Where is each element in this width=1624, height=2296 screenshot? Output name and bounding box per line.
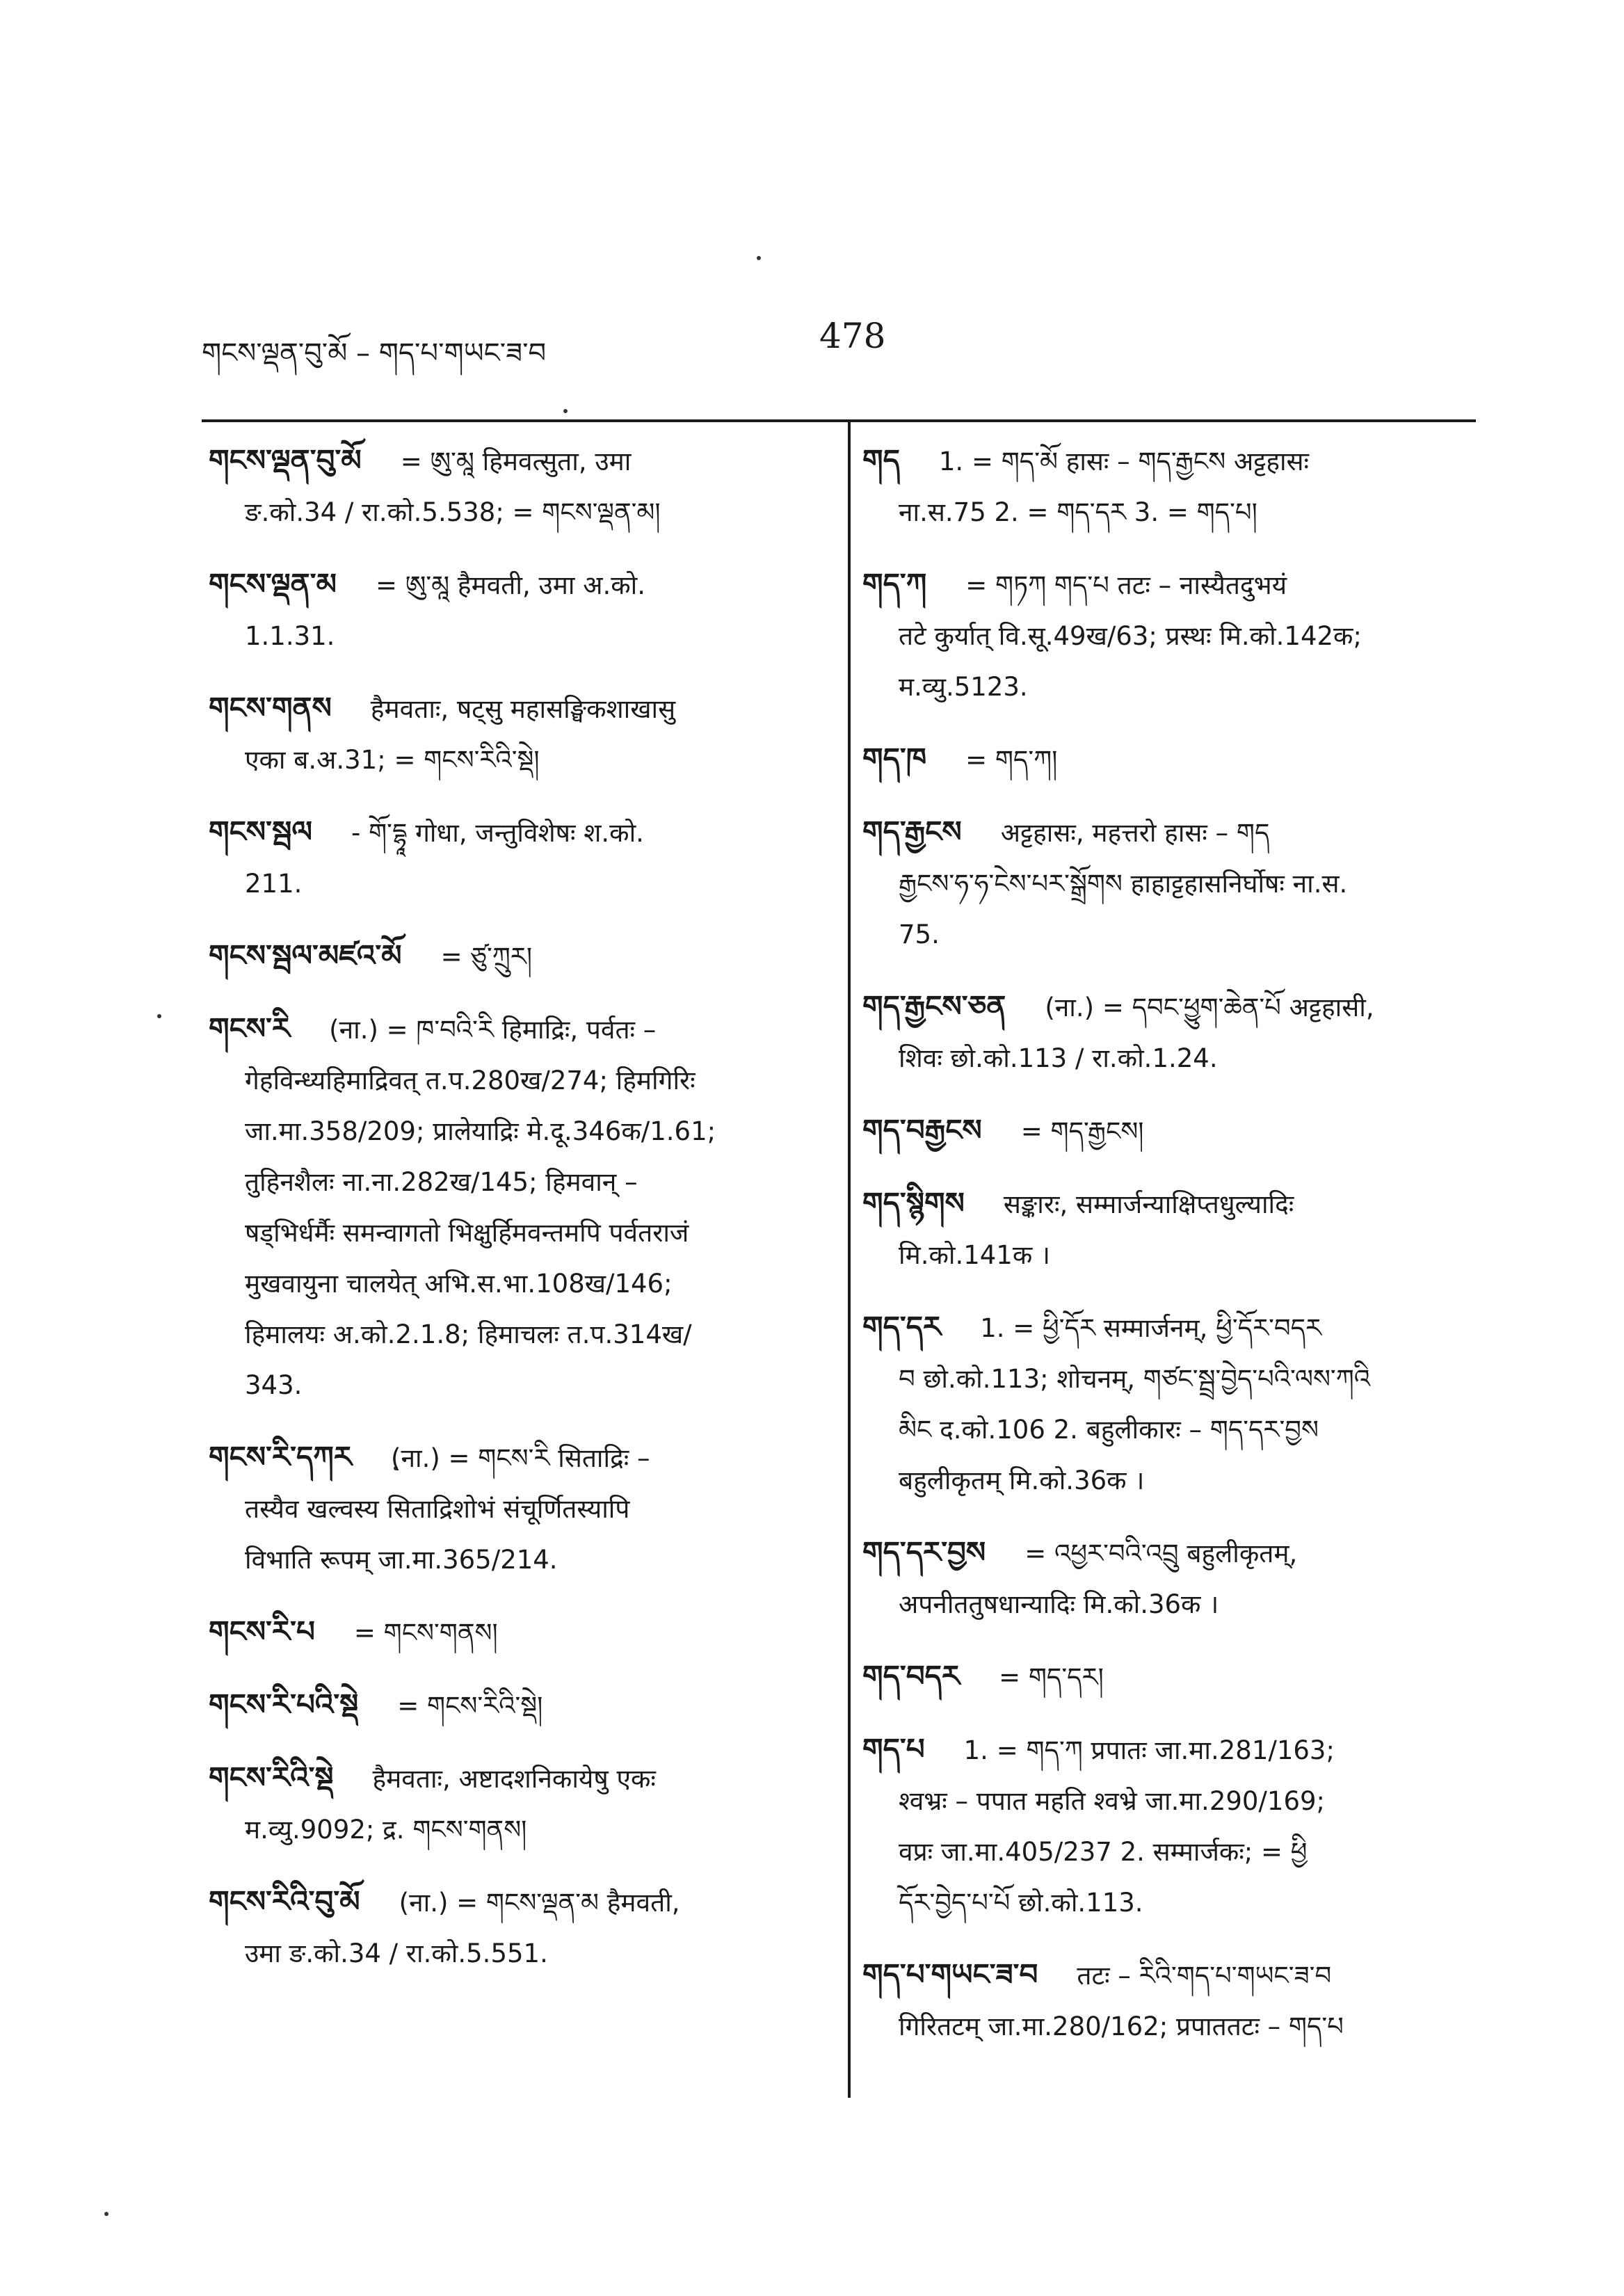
entry-text: तुहिनशैलः ना.ना.282ख/145; हिमवान् – [245,1167,638,1197]
entry-line [209,1157,821,1207]
entry-text: बहुलीकृतम् मि.को.36क । [899,1466,1145,1495]
entry-text: (ना.) = དབང་ཕྱུག་ཆེན་པོ अट्टहासी, [1045,993,1374,1022]
entry-text: शिवः छो.को.113 / रा.को.1.24. [899,1043,1218,1073]
entry-text: श्वभ्रः – पपात महति श्वभ्रे जा.मा.290/169; [899,1786,1325,1816]
entry-line [862,435,1474,487]
entry-text: मुखवायुना चालयेत् अभि.स.भा.108ख/146; [245,1269,673,1299]
dictionary-entry [862,733,1474,785]
headword: གངས་རི་པའི་སྡེ [209,1687,359,1721]
headword: གངས་རི [209,1011,291,1045]
entry-line [862,1404,1474,1455]
entry-text: བ छो.को.113; शोचनम्, གཙང་སྦྲ་བྱེད་པའི་ལས་ཀའི [899,1364,1371,1394]
entry-line [209,734,821,785]
speck [757,256,761,260]
entry-line [862,559,1474,611]
entry-line [862,1776,1474,1827]
entry-line [862,611,1474,661]
entry-line [209,1258,821,1309]
dictionary-entry [209,806,821,909]
entry-text: (ना.) = གངས་ལྡན་མ हैमवती, [399,1888,680,1918]
entry-line [209,1679,821,1731]
page-header [202,316,1468,370]
dictionary-entry [862,1949,1474,2052]
entry-line [862,1354,1474,1404]
dictionary-entry [862,1724,1474,1928]
dictionary-entry [862,1527,1474,1630]
entry-line [209,1309,821,1360]
entry-text: 1.1.31. [245,621,335,651]
entry-line [862,487,1474,538]
headword: གད་པ་གཡང་ཟ་བ [862,1957,1038,1991]
dictionary-entry [209,1679,821,1731]
entry-line [862,981,1474,1033]
entry-line [209,1003,821,1055]
entry-text: ङ.को.34 / रा.को.5.538; = གངས་ལྡན་མ། [245,497,661,527]
headword: གད་པ [862,1732,925,1766]
entry-line [209,806,821,858]
entry-line [862,1105,1474,1157]
entry-text: षड्भिर्धर्मैः समन्वागतो भिक्षुर्हिमवन्तमपि पर्वतराजं [245,1218,689,1248]
entry-text: उमा ङ.को.34 / रा.को.5.551. [245,1938,548,1968]
dictionary-entry [862,806,1474,960]
headword: གད་ཁ [862,741,927,776]
headword: གད་བརྒྱངས [862,1113,982,1147]
entry-line [862,806,1474,858]
entry-line [862,661,1474,712]
entry-text: 343. [245,1370,303,1400]
entry-text: = འཕྱར་བའི་འབྲུ बहुलीकृतम्, [1024,1539,1298,1568]
entry-line [862,1579,1474,1630]
headword: གད་རྒྱངས་ཅན [862,989,1006,1023]
entry-text: 211. [245,869,303,899]
dictionary-entry [209,930,821,982]
entry-text: हैमवताः, अष्टादशनिकायेषु एकः [372,1764,656,1794]
entry-text: - གོ་དྷཱ गोधा, जन्तुविशेषः श.को. [351,818,644,848]
entry-text: = གངས་གནས། [353,1618,498,1648]
entry-line [209,1360,821,1411]
entry-line [862,1827,1474,1877]
headword: གད་དར [862,1310,942,1344]
entry-line [862,1230,1474,1281]
entry-line [209,559,821,611]
entry-text: सङ्कारः, सम्मार्जन्याक्षिप्तधुल्यादिः [1003,1189,1294,1219]
entry-text: = ཨུ་མཱ हैमवती, उमा अ.को. [376,570,645,600]
entry-line [209,1928,821,1979]
entry-text: = ཨུ་མཱ हिमवत्सुता, उमा [400,447,632,476]
dictionary-entry [862,1178,1474,1281]
headword: གངས་ལྡན་མ [209,567,337,601]
entry-line [209,1106,821,1157]
entry-line [209,611,821,661]
entry-text: जा.मा.358/209; प्रालेयाद्रिः मे.दू.346क/1.61; [245,1116,716,1146]
entry-line [209,487,821,538]
entry-text: = གད་རྒྱངས། [1020,1116,1144,1146]
dictionary-entry [862,1651,1474,1703]
left-column [209,435,821,2000]
headword: གད་ཀ [862,567,927,601]
dictionary-entry [209,559,821,661]
speck [104,2212,108,2216]
headword: གངས་གནས [209,691,332,725]
entry-text: མིང द.को.106 2. बहुलीकारः – གད་དར་བྱས [899,1415,1319,1445]
entry-text: विभाति रूपम् जा.मा.365/214. [245,1545,558,1575]
entry-line [862,733,1474,785]
entry-line [209,1804,821,1855]
entry-text: 75. [899,920,940,949]
entry-line [209,1207,821,1258]
headword: གངས་རིའི་བུ་མོ [209,1884,360,1918]
dictionary-entry [862,559,1474,712]
dictionary-entry [209,1876,821,1979]
entry-line [862,1724,1474,1776]
entry-text: म.व्यु.5123. [899,672,1028,702]
dictionary-entry [862,981,1474,1084]
entry-text: = གད་ཀ། [965,745,1058,775]
entry-line [862,909,1474,960]
headword: གངས་སྦལ [209,814,312,849]
entry-text: अपनीततुषधान्यादिः मि.को.36क । [899,1589,1219,1619]
entry-text: गिरितटम् जा.मा.280/162; प्रपाततटः – གད་པ [899,2012,1344,2041]
headword: གངས་རིའི་སྡེ [209,1760,334,1795]
entry-text: = གཏཀ གད་པ तटः – नास्यैतदुभयं [965,570,1287,600]
speck [563,409,568,413]
entry-line [862,2001,1474,2052]
entry-line [862,1949,1474,2001]
entry-line [862,1301,1474,1354]
entry-text: = གད་དར། [999,1662,1104,1692]
entry-line [862,1651,1474,1703]
dictionary-entry [209,682,821,785]
entry-text: तस्यैव खल्वस्य सिताद्रिशोभं संचूर्णितस्यापि [245,1494,630,1524]
entry-line [209,1431,821,1484]
entry-line [862,1178,1474,1230]
dictionary-entry [862,435,1474,538]
headword: གད [862,443,900,477]
entry-text: 1. = ཕྱི་དོར सम्मार्जनम्, ཕྱི་དོར་བདར [980,1313,1322,1343]
entry-line [862,1527,1474,1579]
entry-text: (ना.) = གངས་རི सिताद्रिः – [391,1443,650,1473]
entry-line [209,1055,821,1106]
dictionary-entry [209,435,821,538]
entry-text: हैमवताः, षट्सु महासङ्घिकशाखासु [370,694,676,724]
entry-line [862,1033,1474,1084]
headword: གད་རྒྱངས [862,814,962,849]
dictionary-entry [209,1003,821,1411]
entry-text: (ना.) = ཁ་བའི་རི हिमाद्रिः, पर्वतः – [329,1015,657,1045]
column-divider [848,422,851,2098]
headword: གངས་སྦལ་མཛའ་མོ [209,938,402,972]
dictionary-entry [862,1105,1474,1157]
entry-text: अट्टहासः, महत्तरो हासः – གད [1000,818,1270,848]
entry-text: ना.स.75 2. = གད་དར 3. = གད་པ། [899,497,1257,527]
dictionary-entry [209,1606,821,1658]
entry-text: मि.को.141क । [899,1240,1051,1270]
entry-line [209,1606,821,1658]
entry-text: तटे कुर्यात् वि.सू.49ख/63; प्रस्थः मि.को.142क; [899,621,1362,651]
entry-text: 1. = གད་མོ हासः – གད་རྒྱངས अट्टहासः [938,447,1310,476]
entry-line [209,435,821,487]
entry-line [209,1876,821,1928]
entry-text: हिमालयः अ.को.2.1.8; हिमाचलः त.प.314ख/ [245,1319,692,1349]
headword: གངས་རི་དཀར [209,1440,353,1474]
entry-line [862,858,1474,909]
entry-line [209,858,821,909]
entry-line [862,1877,1474,1928]
entry-text: = གངས་རིའི་སྡེ། [397,1691,543,1721]
headword: གད་དར་བྱས [862,1535,986,1569]
entry-line [209,930,821,982]
entry-text: 1. = གད་ཀ प्रपातः जा.मा.281/163; [963,1735,1335,1765]
entry-text: म.व्यु.9092; द्र. གངས་གནས། [245,1815,527,1845]
dictionary-entry [209,1752,821,1855]
headword: གངས་རི་པ [209,1614,315,1648]
entry-text: तटः – རིའི་གད་པ་གཡང་ཟ་བ [1077,1961,1332,1991]
running-head: གངས་ལྡན་བུ་མོ – གད་པ་གཡང་ཟ་བ [202,337,547,369]
header-rule [202,419,1476,422]
speck [157,1014,161,1018]
headword: གངས་ལྡན་བུ་མོ [209,443,362,477]
entry-line [209,1534,821,1585]
headword: གད་བདར [862,1659,960,1693]
right-column [862,435,1474,2073]
entry-text: = ཙུ་ཀྲུར། [440,942,533,972]
entry-line [209,1484,821,1534]
dictionary-entry [209,1431,821,1585]
entry-line [209,682,821,734]
page-number: 478 [819,316,886,356]
entry-text: एका ब.अ.31; = གངས་རིའི་སྡེ། [245,745,540,775]
entry-text: गेहविन्ध्यहिमाद्रिवत् त.प.280ख/274; हिमगिरिः [245,1066,696,1095]
entry-line [862,1455,1474,1506]
entry-text: वप्रः जा.मा.405/237 2. सम्मार्जकः; = ཕྱི [899,1837,1308,1867]
entry-text: དོར་བྱེད་པ་པོ छो.को.113. [899,1888,1143,1918]
entry-line [209,1752,821,1804]
dictionary-entry [862,1301,1474,1506]
headword: གད་སྙིགས [862,1186,965,1220]
entry-text: རྒྱངས་ཧ་ཧ་ངེས་པར་སྒྲོགས हाहाट्टहासनिर्घोषः ना.स. [899,869,1348,899]
